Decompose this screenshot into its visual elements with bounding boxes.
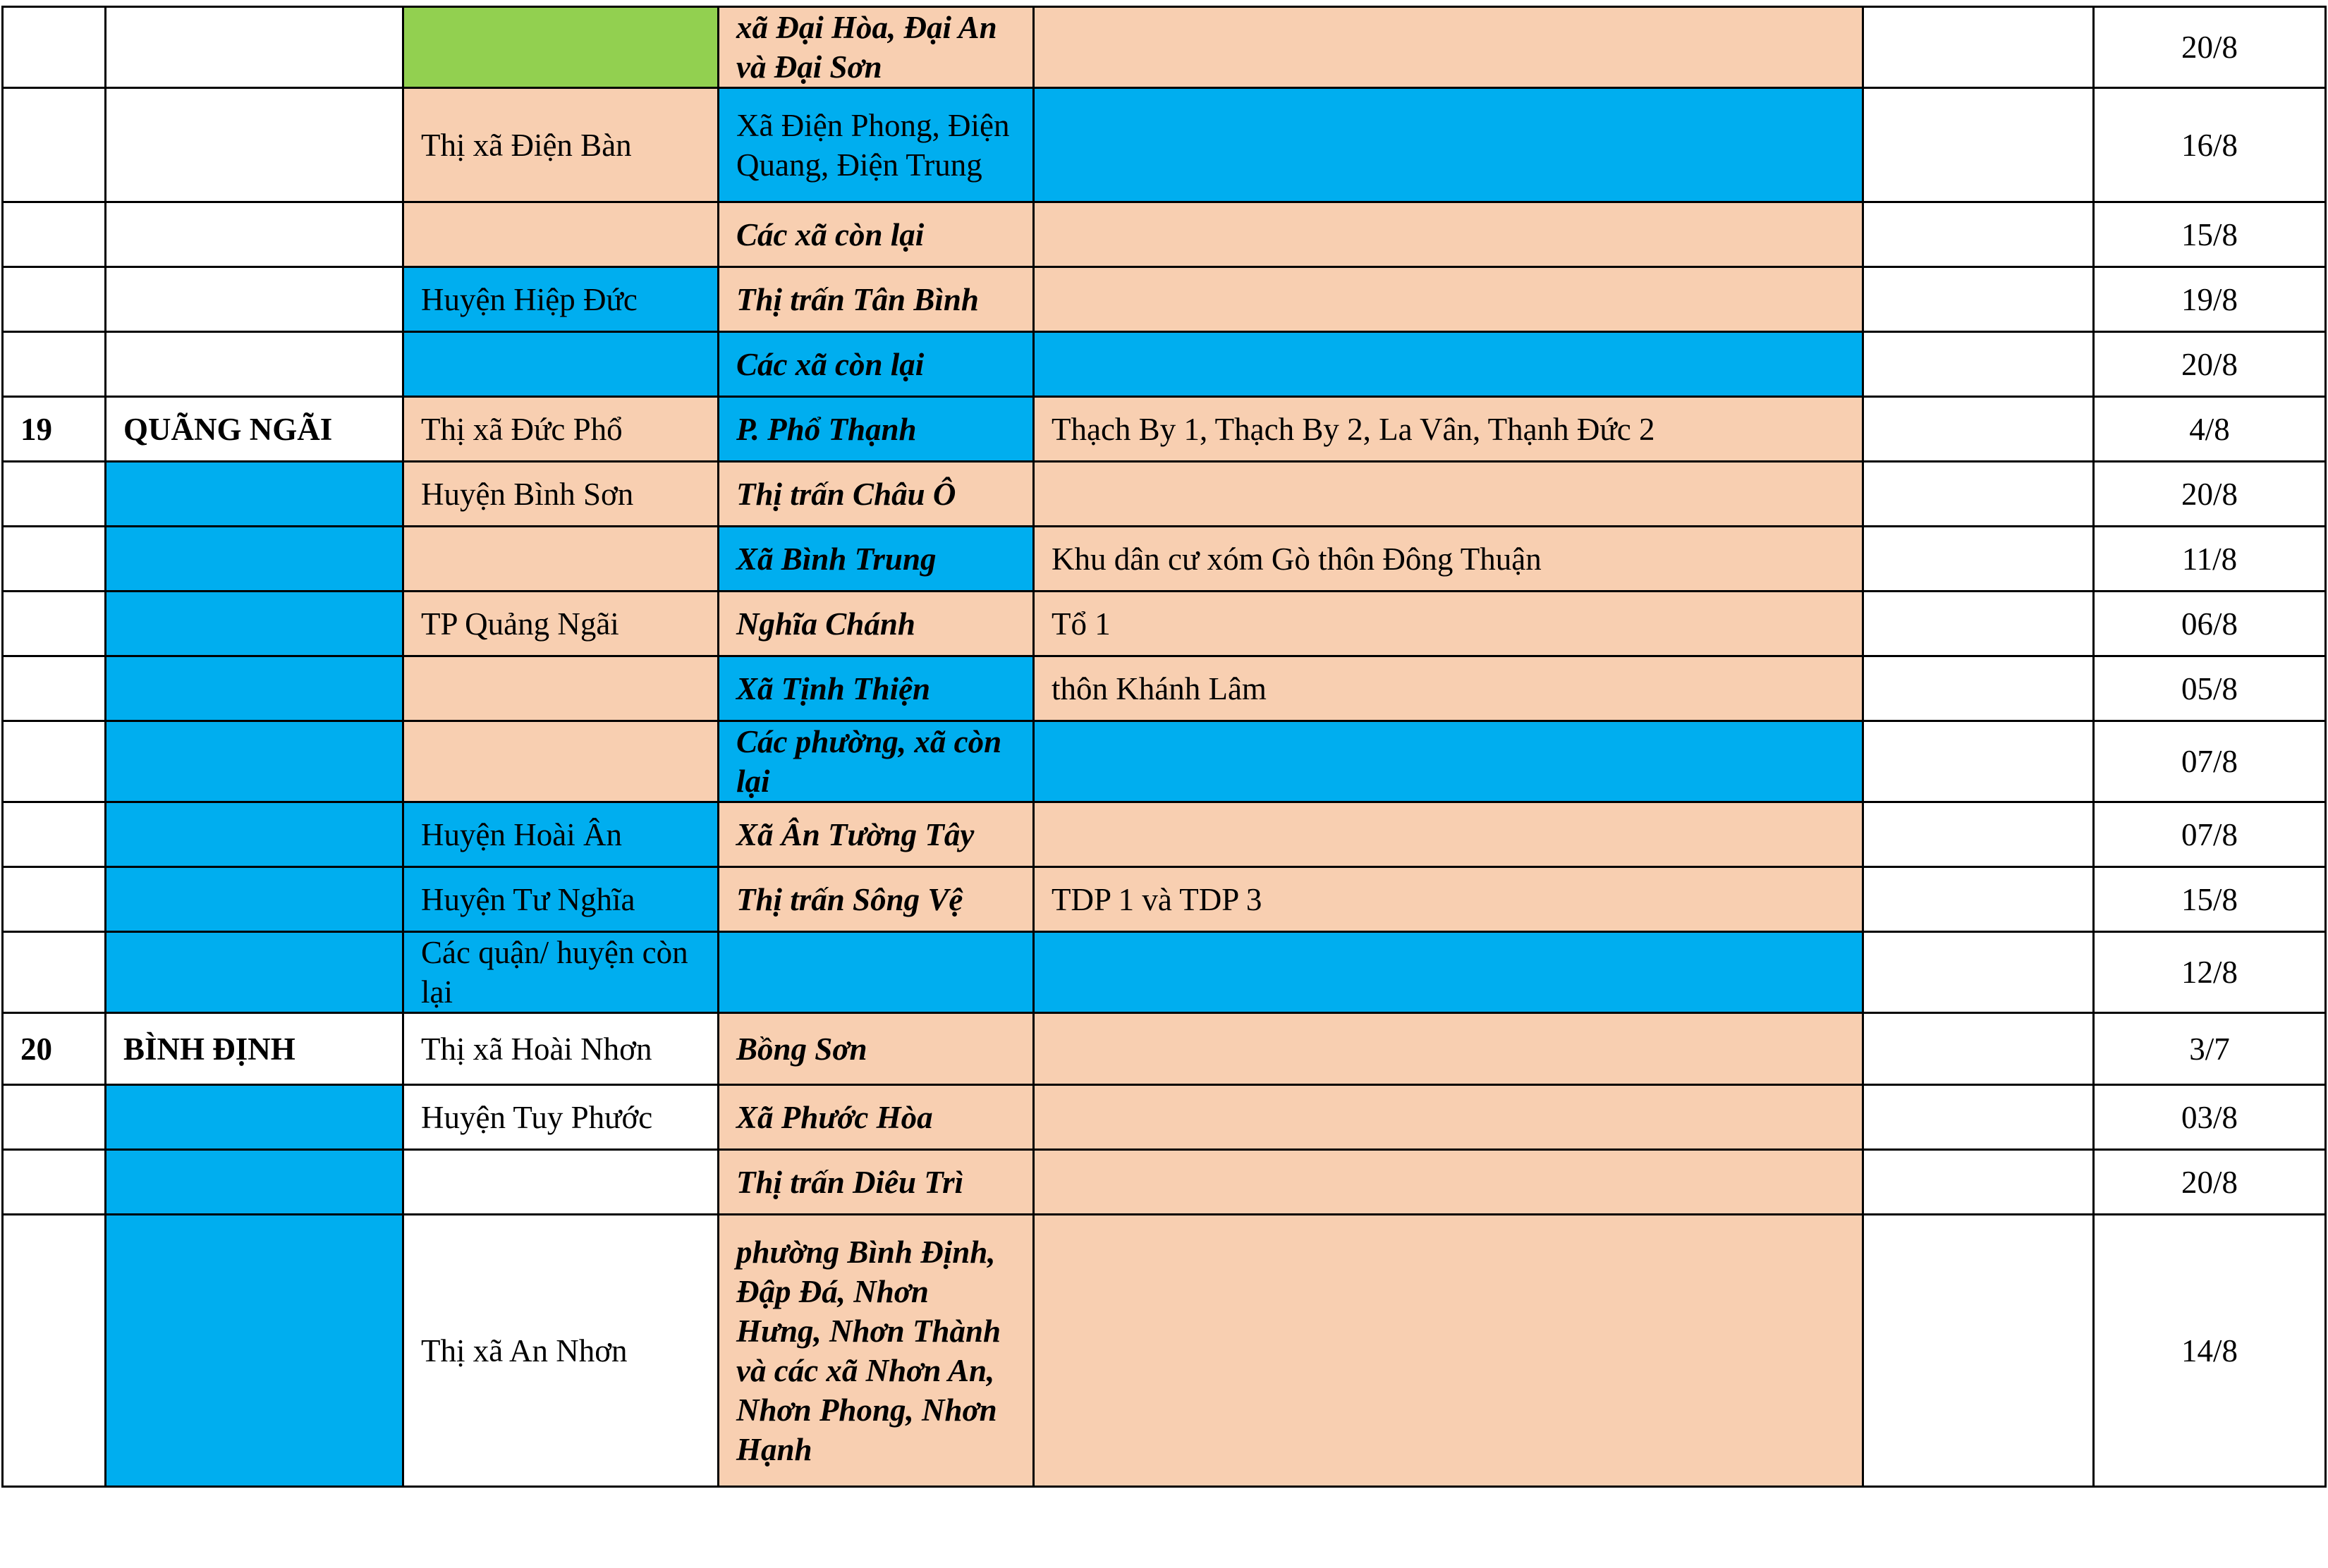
table-row — [3, 332, 2326, 397]
row-number-cell — [3, 592, 106, 656]
district-cell: Huyện Hiệp Đức — [403, 267, 719, 332]
district-cell: Các quận/ huyện còn lại — [403, 932, 719, 1013]
commune-cell: Thị trấn Diêu Trì — [719, 1150, 1034, 1215]
date-cell: 03/8 — [2094, 1085, 2326, 1150]
commune-cell: Thị trấn Sông Vệ — [719, 867, 1034, 932]
date-cell: 14/8 — [2094, 1215, 2326, 1487]
detail-cell — [1034, 1215, 1863, 1487]
province-cell — [106, 721, 403, 802]
row-number-cell — [3, 867, 106, 932]
table-row — [3, 592, 2326, 656]
district-cell — [403, 7, 719, 88]
row-number-cell — [3, 656, 106, 721]
date-cell: 06/8 — [2094, 592, 2326, 656]
table-row — [3, 721, 2326, 802]
extra-cell — [1863, 202, 2094, 267]
extra-cell — [1863, 592, 2094, 656]
detail-cell: TDP 1 và TDP 3 — [1034, 867, 1863, 932]
detail-cell — [1034, 1085, 1863, 1150]
row-number-cell — [3, 527, 106, 592]
district-cell — [403, 721, 719, 802]
extra-cell — [1863, 267, 2094, 332]
detail-cell — [1034, 202, 1863, 267]
date-cell: 4/8 — [2094, 397, 2326, 462]
district-cell: Huyện Bình Sơn — [403, 462, 719, 527]
commune-cell: Xã Điện Phong, Điện Quang, Điện Trung — [719, 88, 1034, 202]
date-cell: 20/8 — [2094, 7, 2326, 88]
detail-cell — [1034, 1150, 1863, 1215]
province-cell — [106, 932, 403, 1013]
commune-cell: Bồng Sơn — [719, 1013, 1034, 1085]
date-cell: 05/8 — [2094, 656, 2326, 721]
row-number-cell — [3, 7, 106, 88]
table-row — [3, 527, 2326, 592]
table-row — [3, 267, 2326, 332]
commune-cell: Xã Phước Hòa — [719, 1085, 1034, 1150]
province-cell: QUÃNG NGÃI — [106, 397, 403, 462]
table-row — [3, 462, 2326, 527]
commune-cell: Các xã còn lại — [719, 332, 1034, 397]
date-cell: 20/8 — [2094, 462, 2326, 527]
detail-cell: Tổ 1 — [1034, 592, 1863, 656]
district-cell — [403, 202, 719, 267]
extra-cell — [1863, 1013, 2094, 1085]
extra-cell — [1863, 7, 2094, 88]
row-number-cell: 19 — [3, 397, 106, 462]
table-row — [3, 932, 2326, 1013]
extra-cell — [1863, 656, 2094, 721]
district-cell: Huyện Hoài Ân — [403, 802, 719, 867]
extra-cell — [1863, 867, 2094, 932]
commune-cell: Xã Bình Trung — [719, 527, 1034, 592]
detail-cell: Thạch By 1, Thạch By 2, La Vân, Thạnh Đức 2 — [1034, 397, 1863, 462]
table-row — [3, 397, 2326, 462]
table-row — [3, 202, 2326, 267]
row-number-cell — [3, 1085, 106, 1150]
detail-cell — [1034, 932, 1863, 1013]
commune-cell: P. Phổ Thạnh — [719, 397, 1034, 462]
detail-cell: Khu dân cư xóm Gò thôn Đông Thuận — [1034, 527, 1863, 592]
row-number-cell — [3, 267, 106, 332]
commune-cell: xã Đại Hòa, Đại An và Đại Sơn — [719, 7, 1034, 88]
extra-cell — [1863, 1085, 2094, 1150]
district-cell — [403, 1150, 719, 1215]
extra-cell — [1863, 332, 2094, 397]
detail-cell — [1034, 88, 1863, 202]
row-number-cell: 20 — [3, 1013, 106, 1085]
table-row — [3, 1150, 2326, 1215]
date-cell: 16/8 — [2094, 88, 2326, 202]
row-number-cell — [3, 802, 106, 867]
province-cell — [106, 656, 403, 721]
district-cell — [403, 527, 719, 592]
commune-cell: Xã Ân Tường Tây — [719, 802, 1034, 867]
commune-cell: phường Bình Định, Đập Đá, Nhơn Hưng, Nhơn Thành và các xã Nhơn An, Nhơn Phong, Nhơn Hạnh — [719, 1215, 1034, 1487]
table-row — [3, 88, 2326, 202]
extra-cell — [1863, 88, 2094, 202]
province-cell — [106, 1215, 403, 1487]
province-cell: BÌNH ĐỊNH — [106, 1013, 403, 1085]
date-cell: 15/8 — [2094, 202, 2326, 267]
commune-cell: Xã Tịnh Thiện — [719, 656, 1034, 721]
extra-cell — [1863, 1215, 2094, 1487]
commune-cell: Nghĩa Chánh — [719, 592, 1034, 656]
province-cell — [106, 592, 403, 656]
extra-cell — [1863, 1150, 2094, 1215]
district-cell: Thị xã Điện Bàn — [403, 88, 719, 202]
extra-cell — [1863, 527, 2094, 592]
table-body — [3, 7, 2326, 1487]
province-cell — [106, 202, 403, 267]
province-cell — [106, 1150, 403, 1215]
district-cell: Huyện Tuy Phước — [403, 1085, 719, 1150]
district-cell: Huyện Tư Nghĩa — [403, 867, 719, 932]
detail-cell — [1034, 1013, 1863, 1085]
detail-cell — [1034, 267, 1863, 332]
date-cell: 07/8 — [2094, 802, 2326, 867]
table-row — [3, 1215, 2326, 1487]
province-cell — [106, 802, 403, 867]
date-cell: 3/7 — [2094, 1013, 2326, 1085]
province-cell — [106, 867, 403, 932]
commune-cell — [719, 932, 1034, 1013]
date-cell: 11/8 — [2094, 527, 2326, 592]
district-cell: TP Quảng Ngãi — [403, 592, 719, 656]
province-cell — [106, 1085, 403, 1150]
table-row — [3, 656, 2326, 721]
date-cell: 20/8 — [2094, 1150, 2326, 1215]
district-cell: Thị xã Đức Phổ — [403, 397, 719, 462]
date-cell: 07/8 — [2094, 721, 2326, 802]
row-number-cell — [3, 462, 106, 527]
table-row — [3, 802, 2326, 867]
extra-cell — [1863, 397, 2094, 462]
detail-cell — [1034, 332, 1863, 397]
district-cell — [403, 332, 719, 397]
detail-cell — [1034, 721, 1863, 802]
schedule-table — [1, 6, 2327, 1488]
district-cell: Thị xã An Nhơn — [403, 1215, 719, 1487]
table-row — [3, 7, 2326, 88]
date-cell: 15/8 — [2094, 867, 2326, 932]
row-number-cell — [3, 202, 106, 267]
extra-cell — [1863, 932, 2094, 1013]
table-row — [3, 867, 2326, 932]
commune-cell: Thị trấn Tân Bình — [719, 267, 1034, 332]
commune-cell: Các xã còn lại — [719, 202, 1034, 267]
row-number-cell — [3, 88, 106, 202]
extra-cell — [1863, 802, 2094, 867]
row-number-cell — [3, 332, 106, 397]
district-cell: Thị xã Hoài Nhơn — [403, 1013, 719, 1085]
row-number-cell — [3, 932, 106, 1013]
province-cell — [106, 7, 403, 88]
province-cell — [106, 332, 403, 397]
date-cell: 20/8 — [2094, 332, 2326, 397]
commune-cell: Thị trấn Châu Ô — [719, 462, 1034, 527]
row-number-cell — [3, 1150, 106, 1215]
extra-cell — [1863, 721, 2094, 802]
commune-cell: Các phường, xã còn lại — [719, 721, 1034, 802]
row-number-cell — [3, 1215, 106, 1487]
detail-cell — [1034, 462, 1863, 527]
province-cell — [106, 462, 403, 527]
province-cell — [106, 267, 403, 332]
province-cell — [106, 527, 403, 592]
date-cell: 12/8 — [2094, 932, 2326, 1013]
row-number-cell — [3, 721, 106, 802]
detail-cell: thôn Khánh Lâm — [1034, 656, 1863, 721]
table-row — [3, 1013, 2326, 1085]
district-cell — [403, 656, 719, 721]
table-row — [3, 1085, 2326, 1150]
extra-cell — [1863, 462, 2094, 527]
date-cell: 19/8 — [2094, 267, 2326, 332]
province-cell — [106, 88, 403, 202]
detail-cell — [1034, 802, 1863, 867]
detail-cell — [1034, 7, 1863, 88]
